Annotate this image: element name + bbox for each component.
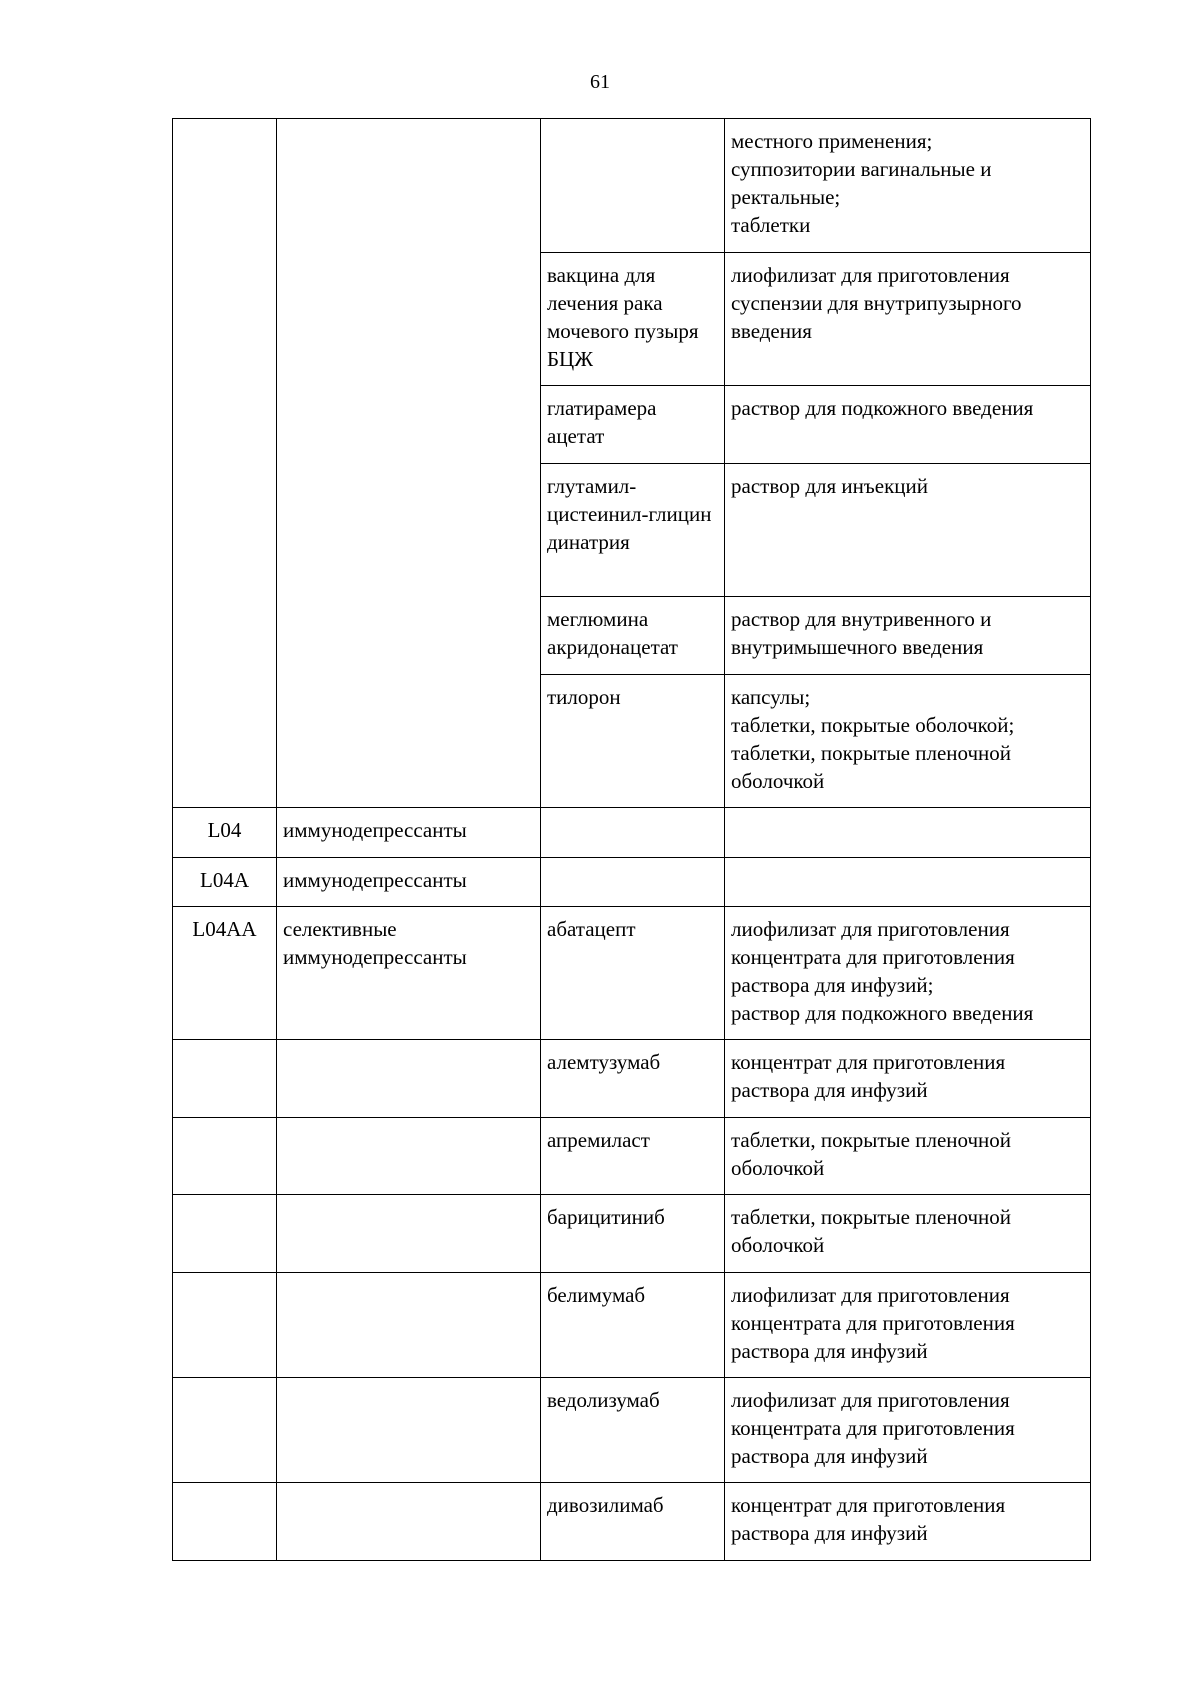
form-line: концентрат для приготовления раствора для инфузий [731, 1493, 1006, 1545]
form-line: раствор для инъекций [731, 474, 928, 498]
form-cell [725, 1378, 1091, 1483]
code-cell: L04 [173, 808, 277, 858]
drug-cell: алемтузумаб [541, 1040, 725, 1118]
form-cell [725, 1118, 1091, 1195]
group-cell-merged [277, 119, 541, 808]
form-cell [725, 675, 1091, 808]
drug-cell: барицитиниб [541, 1195, 725, 1273]
group-cell: селективные иммунодепрессанты [277, 907, 541, 1040]
form-cell [725, 386, 1091, 464]
form-line: раствор для подкожного введения [731, 396, 1034, 420]
group-cell [277, 1040, 541, 1118]
code-cell [173, 1195, 277, 1273]
group-cell [277, 1195, 541, 1273]
form-line: концентрат для приготовления раствора для инфузий [731, 1050, 1006, 1102]
drug-cell: абатацепт [541, 907, 725, 1040]
group-cell [277, 1273, 541, 1378]
table-body [173, 119, 1091, 1561]
form-cell [725, 464, 1091, 597]
drug-cell: апремиласт [541, 1118, 725, 1195]
drug-cell [541, 119, 725, 253]
form-cell [725, 1273, 1091, 1378]
form-line: таблетки, покрытые пленочной оболочкой [731, 1205, 1012, 1257]
form-line: лиофилизат для приготовления концентрата для приготовления раствора для инфузий [731, 1283, 1015, 1363]
group-cell [277, 1378, 541, 1483]
drug-cell: дивозилимаб [541, 1483, 725, 1561]
table-row [173, 1483, 1091, 1561]
drug-cell [541, 858, 725, 907]
code-cell-merged [173, 119, 277, 808]
form-line: лиофилизат для приготовления суспензии для внутрипузырного введения [731, 263, 1022, 343]
table-row [173, 1195, 1091, 1273]
table-row [173, 1118, 1091, 1195]
drug-cell: меглюмина акридонацетат [541, 597, 725, 675]
drug-cell: глутамил-цистеинил-глицин динатрия [541, 464, 725, 597]
form-line: таблетки, покрытые пленочной оболочкой [731, 1128, 1012, 1180]
drug-cell [541, 808, 725, 858]
drug-cell: тилорон [541, 675, 725, 808]
code-cell: L04A [173, 858, 277, 907]
form-line: таблетки, покрытые пленочной оболочкой [731, 741, 1012, 793]
form-line: местного применения; [731, 129, 933, 153]
form-line: таблетки [731, 213, 811, 237]
form-line: капсулы; [731, 685, 811, 709]
table-row [173, 858, 1091, 907]
form-line: таблетки, покрытые оболочкой; [731, 713, 1015, 737]
table-row [173, 1040, 1091, 1118]
page-number: 61 [590, 71, 610, 93]
group-cell: иммунодепрессанты [277, 808, 541, 858]
drug-cell: вакцина для лечения рака мочевого пузыря БЦЖ [541, 253, 725, 386]
table-row [173, 907, 1091, 1040]
form-line: раствор для внутривенного и внутримышечного введения [731, 607, 992, 659]
drug-table [172, 118, 1091, 1561]
form-cell [725, 597, 1091, 675]
drug-cell: белимумаб [541, 1273, 725, 1378]
table-row [173, 808, 1091, 858]
form-cell [725, 1195, 1091, 1273]
group-cell: иммунодепрессанты [277, 858, 541, 907]
table-row [173, 1273, 1091, 1378]
group-cell [277, 1118, 541, 1195]
form-cell [725, 907, 1091, 1040]
code-cell [173, 1483, 277, 1561]
form-line: суппозитории вагинальные и ректальные; [731, 157, 992, 209]
code-cell: L04AA [173, 907, 277, 1040]
code-cell [173, 1040, 277, 1118]
group-cell [277, 1483, 541, 1561]
code-cell [173, 1273, 277, 1378]
form-line: раствор для подкожного введения [731, 1001, 1034, 1025]
form-line: лиофилизат для приготовления концентрата для приготовления раствора для инфузий; [731, 917, 1015, 997]
form-cell [725, 119, 1091, 253]
form-cell [725, 1040, 1091, 1118]
form-cell [725, 253, 1091, 386]
form-cell [725, 808, 1091, 858]
form-cell [725, 1483, 1091, 1561]
table-row [173, 1378, 1091, 1483]
form-line: лиофилизат для приготовления концентрата для приготовления раствора для инфузий [731, 1388, 1015, 1468]
code-cell [173, 1378, 277, 1483]
drug-cell: ведолизумаб [541, 1378, 725, 1483]
form-cell [725, 858, 1091, 907]
code-cell [173, 1118, 277, 1195]
drug-cell: глатирамера ацетат [541, 386, 725, 464]
table-row [173, 119, 1091, 253]
